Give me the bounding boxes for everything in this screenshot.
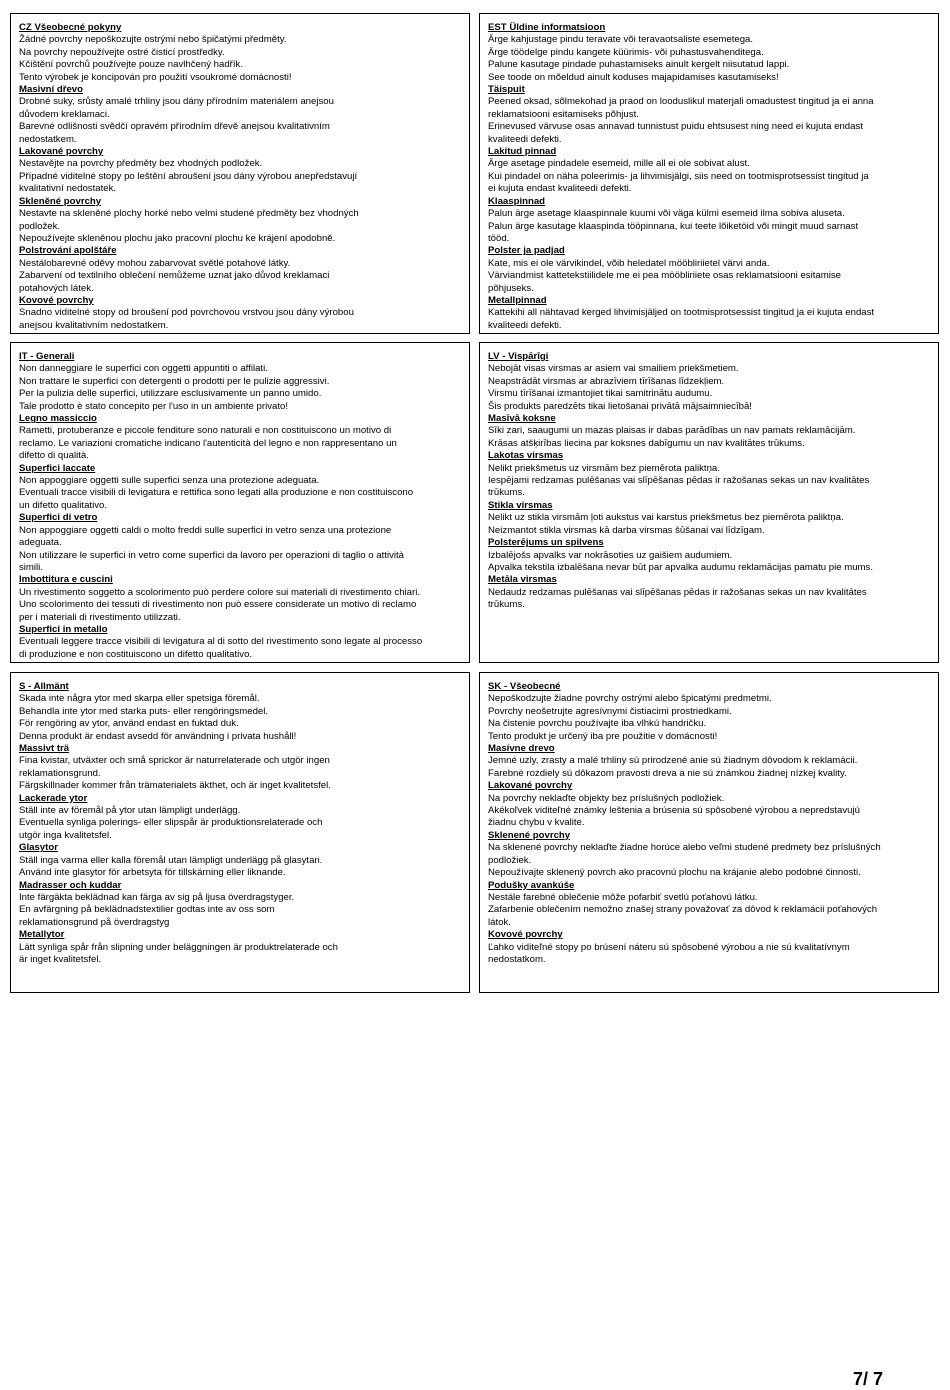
section-line: Använd inte glasytor för arbetsyta för tillskärning eller liknande. bbox=[19, 867, 286, 879]
section bbox=[488, 500, 930, 537]
section-line: Nepoužívejte skleněnou plochu jako pracovní plochu ke krájení apodobně. bbox=[19, 232, 336, 244]
intro-block bbox=[19, 34, 461, 84]
section bbox=[19, 624, 461, 661]
section-line: důvodem kreklamaci. bbox=[19, 108, 110, 120]
section-line: Apvalka tekstila izbalēšana nevar būt par apvalka audumu reklamācijas pamatu pie mums. bbox=[488, 561, 874, 573]
section-heading: Lakotas virsmas bbox=[488, 450, 564, 462]
section-line: Nelikt uz stikla virsmām ļoti aukstus vai karstus priekšmetus bez piemērota paliktņa. bbox=[488, 512, 844, 524]
section-line: Nestálobarevné oděvy mohou zabarvovat světlé potahové látky. bbox=[19, 257, 291, 269]
section bbox=[488, 450, 930, 500]
panel-est bbox=[479, 13, 939, 334]
section bbox=[19, 245, 461, 295]
panel-title: SK - Všeobecné bbox=[488, 681, 561, 692]
section bbox=[19, 743, 461, 793]
section bbox=[488, 84, 930, 146]
panel-title: LV - Vispārīgi bbox=[488, 351, 549, 362]
intro-line: Na povrchy nepoužívejte ostré čisticí prostředky. bbox=[19, 46, 225, 58]
panel-it bbox=[10, 342, 470, 663]
section bbox=[488, 929, 930, 966]
section-line: di produzione e non costituiscono un difetto qualitativo. bbox=[19, 648, 253, 660]
section-heading: Lakované povrchy bbox=[19, 146, 104, 158]
section-line: Izbalējošs apvalks var nokrāsoties uz gaišiem audumiem. bbox=[488, 549, 733, 561]
section-line: Nestále farebné oblečenie môže pofarbiť svetlú poťahovú látku. bbox=[488, 891, 758, 903]
section-line: Non appoggiare oggetti sulle superfici senza una protezione adeguata. bbox=[19, 475, 320, 487]
panel-title: EST Üldine informatsioon bbox=[488, 22, 606, 33]
intro-line: För rengöring av ytor, använd endast en fuktad duk. bbox=[19, 718, 239, 730]
section-line: Lätt synliga spår från slipning under beläggningen är produktrelaterade och bbox=[19, 941, 338, 953]
section-line: Nestavte na skleněné plochy horké nebo velmi studené předměty bez vhodných bbox=[19, 208, 359, 220]
section bbox=[19, 842, 461, 879]
section-line: kvalitativní nedostatek. bbox=[19, 183, 117, 195]
section-line: Kui pindadel on näha poleerimis- ja lihvimisjälgi, siis need on tootmisprotsessist tingitud ja bbox=[488, 170, 869, 182]
section-line: Snadno viditelné stopy od broušení pod povrchovou vrstvou jsou dány výrobou bbox=[19, 307, 354, 319]
section-heading: Metallpinnad bbox=[488, 294, 547, 306]
section-heading: Klaaspinnad bbox=[488, 195, 546, 207]
intro-line: Non danneggiare le superfici con oggetti appuntiti o affilati. bbox=[19, 363, 268, 375]
intro-line: Na čistenie povrchu používajte iba vlhkú handričku. bbox=[488, 718, 707, 730]
section-line: Palun ärge kasutage klaaspinda tööpinnana, kui teete lõiketöid või mingit muud sarnast bbox=[488, 220, 859, 232]
section-heading: Imbottitura e cuscini bbox=[19, 574, 113, 586]
section bbox=[488, 537, 930, 574]
page-number: 7/ 7 bbox=[853, 1369, 884, 1389]
intro-line: Denna produkt är endast avsedd för användning i privata hushåll! bbox=[19, 730, 297, 742]
section bbox=[19, 295, 461, 332]
section-heading: Metāla virsmas bbox=[488, 574, 557, 586]
intro-block bbox=[488, 34, 930, 84]
intro-line: Šis produkts paredzēts tikai lietošanai privātā mājsaimniecībā! bbox=[488, 400, 752, 412]
section-heading: Lakované povrchy bbox=[488, 780, 573, 792]
section bbox=[19, 84, 461, 146]
section-line: Ställ inga varma eller kalla föremål utan lämpligt underlägg på glasytan. bbox=[19, 854, 323, 866]
section-line: Ľahko viditeľné stopy po brúsení náteru sú spôsobené výrobou a nie sú kvalitatívnym bbox=[488, 941, 850, 953]
section-line: adeguata. bbox=[19, 537, 62, 549]
section-line: Jemné uzly, zrasty a malé trhliny sú prirodzené anie sú žiadnym dôvodom k reklamácii. bbox=[488, 755, 858, 767]
section-line: Nepoužívajte sklenený povrch ako pracovnú plochu na krájanie alebo podobné činnosti. bbox=[488, 867, 861, 879]
section bbox=[19, 929, 461, 966]
intro-line: Virsmu tīrīšanai izmantojiet tikai samitrinātu audumu. bbox=[488, 388, 713, 400]
section-heading: Metallytor bbox=[19, 929, 65, 941]
section bbox=[488, 245, 930, 295]
section-line: un difetto qualitativo. bbox=[19, 499, 108, 511]
section-line: Kate, mis ei ole värvikindel, võib heledatel mööbliriietel värvi anda. bbox=[488, 257, 770, 269]
section-line: simili. bbox=[19, 561, 43, 573]
section bbox=[488, 780, 930, 830]
section-heading: Masívne drevo bbox=[488, 743, 555, 755]
section-line: Eventuella synliga polerings- eller slipspår är produktionsrelaterade och bbox=[19, 817, 323, 829]
section-line: Krāsas atšķirības liecina par koksnes dabīgumu un nav kvalitātes trūkums. bbox=[488, 437, 805, 449]
section-heading: Podušky avankúše bbox=[488, 879, 575, 891]
section-line: põhjuseks. bbox=[488, 282, 534, 294]
section-heading: Lakitud pinnad bbox=[488, 146, 557, 158]
intro-line: Neapstrādāt virsmas ar abrazīviem tīrīšanas līdzekļiem. bbox=[488, 375, 725, 387]
section bbox=[19, 196, 461, 246]
intro-line: Tento produkt je určený iba pre použitie v domácnosti! bbox=[488, 730, 718, 742]
section-line: Farebné rozdiely sú dôkazom pravosti dreva a nie sú známkou žiadnej nízkej kvality. bbox=[488, 767, 847, 779]
section-line: Palun ärge asetage klaaspinnale kuumi või väga külmi esemeid ilma sobiva aluseta. bbox=[488, 208, 845, 220]
section bbox=[488, 880, 930, 930]
intro-block bbox=[488, 363, 930, 413]
section-line: ei kujuta endast kvaliteedi defekti. bbox=[488, 183, 632, 195]
section bbox=[488, 196, 930, 246]
section-heading: Polsterējums un spilvens bbox=[488, 537, 604, 549]
section-line: En avfärgning på beklädnadstextilier godtas inte av oss som bbox=[19, 904, 275, 916]
section-heading: Superfici di vetro bbox=[19, 512, 98, 524]
section-line: Eventuali leggere tracce visibili di levigatura al di sotto del rivestimento sono legate al processo bbox=[19, 636, 423, 648]
section-line: trūkums. bbox=[488, 487, 525, 499]
intro-block bbox=[19, 693, 461, 743]
section bbox=[19, 793, 461, 843]
section-line: Ställ inte av föremål på ytor utan lämpligt underlägg. bbox=[19, 805, 241, 817]
section-line: Peened oksad, sõlmekohad ja praod on looduslikul materjali omadustest tingitud ja ei anna bbox=[488, 96, 874, 108]
section-line: Barevné odlišnosti svědčí opravém přírodním dřevě anejsou kvalitativním bbox=[19, 121, 330, 133]
intro-line: Ärge töödelge pindu kangete küürimis- või puhastusvahenditega. bbox=[488, 46, 764, 58]
section-line: nedostatkem. bbox=[19, 133, 77, 145]
section-heading: Superfici laccate bbox=[19, 462, 96, 474]
section-line: Värviandmist kattetekstiilidele me ei pea mööbliriiete osas reklamatsiooni esitamise bbox=[488, 270, 841, 282]
intro-line: Kčištění povrchů používejte pouze navlhčený hadřík. bbox=[19, 59, 243, 71]
section-line: anejsou kvalitativním nedostatkem. bbox=[19, 319, 169, 331]
intro-line: See toode on mõeldud ainult koduses majapidamises kasutamiseks! bbox=[488, 71, 779, 83]
section-heading: Lackerade ytor bbox=[19, 792, 88, 804]
section-line: Sīki zari, saaugumi un mazas plaisas ir dabas parādības un nav pamats reklamācijām. bbox=[488, 425, 856, 437]
section-line: žiadnu chybu v kvalite. bbox=[488, 817, 585, 829]
section-line: tööd. bbox=[488, 232, 510, 244]
section-heading: Polstrování apolštáře bbox=[19, 245, 117, 257]
section-line: Zabarvení od textilního oblečení nemůžeme uznat jako důvod kreklamaci bbox=[19, 270, 330, 282]
section bbox=[488, 413, 930, 450]
intro-line: Non trattare le superfici con detergenti o prodotti per le pulizie aggressivi. bbox=[19, 375, 330, 387]
section bbox=[488, 574, 930, 611]
section-heading: Täispuit bbox=[488, 84, 525, 96]
panel-title: S - Allmänt bbox=[19, 681, 69, 692]
section-line: Nestavějte na povrchy předměty bez vhodných podložek. bbox=[19, 158, 263, 170]
intro-line: Palune kasutage pindade puhastamiseks ainult kergelt niisutatud lappi. bbox=[488, 59, 790, 71]
section-heading: Glasytor bbox=[19, 842, 58, 854]
section-line: Eventuali tracce visibili di levigatura e rettifica sono legati alla produzione e non costituiscono bbox=[19, 487, 414, 499]
section-line: Na sklenené povrchy neklaďte žiadne horúce alebo veľmi studené predmety bez príslušných bbox=[488, 842, 881, 854]
section-line: Zafarbenie oblečením nemožno znašej strany považovať za dôvod k reklamácii poťahových bbox=[488, 904, 878, 916]
section-line: Färgskillnader kommer från trämaterialets äkthet, och är inget kvalitetsfel. bbox=[19, 780, 331, 792]
section-heading: Masīvā koksne bbox=[488, 413, 556, 425]
section-line: utgör inga kvalitetsfel. bbox=[19, 829, 112, 841]
section-line: Non utilizzare le superfici in vetro come superfici da lavoro per operazioni di taglio o attività bbox=[19, 549, 405, 561]
section-line: Fina kvistar, utväxter och små sprickor är naturrelaterade och utgör ingen bbox=[19, 755, 330, 767]
section-line: Kattekihi all nähtavad kerged lihvimisjäljed on tootmisprotsessist tingitud ja ei kujuta endast bbox=[488, 307, 875, 319]
section-line: reklamationsgrund på överdragstyg bbox=[19, 916, 170, 928]
section-line: reklamationsgrund. bbox=[19, 767, 101, 779]
panel-title: IT - Generali bbox=[19, 351, 75, 362]
intro-line: Nepoškodzujte žiadne povrchy ostrými alebo špicatými predmetmi. bbox=[488, 693, 772, 705]
section-line: Ärge asetage pindadele esemeid, mille all ei ole sobivat alust. bbox=[488, 158, 750, 170]
section-line: Akékoľvek viditeľné známky leštenia a brúsenia sú spôsobené výrobou a nepredstavujú bbox=[488, 805, 860, 817]
section bbox=[488, 146, 930, 196]
panel-title: CZ Všeobecné pokyny bbox=[19, 22, 122, 33]
section-line: Un rivestimento soggetto a scolorimento può perdere colore sui materiali di rivestimento chiari. bbox=[19, 586, 420, 598]
section-line: difetto di qualità. bbox=[19, 450, 89, 462]
section-line: Inte färgäkta beklädnad kan färga av sig på ljusa överdragstyger. bbox=[19, 891, 295, 903]
section-heading: Sklenené povrchy bbox=[488, 829, 571, 841]
intro-line: Per la pulizia delle superfici, utilizzare esclusivamente un panno umido. bbox=[19, 388, 322, 400]
section bbox=[19, 146, 461, 196]
intro-line: Behandla inte ytor med starka puts- eller rengöringsmedel. bbox=[19, 705, 269, 717]
section-line: podložek. bbox=[19, 220, 61, 232]
panel-sk bbox=[479, 672, 939, 993]
section-heading: Stikla virsmas bbox=[488, 499, 553, 511]
section-line: reklamatsiooni esitamiseks põhjust. bbox=[488, 108, 639, 120]
intro-line: Tale prodotto è stato concepito per l'uso in un ambiente privato! bbox=[19, 400, 289, 412]
section-line: kvaliteedi defekti. bbox=[488, 319, 562, 331]
section-heading: Polster ja padjad bbox=[488, 245, 565, 257]
section bbox=[488, 830, 930, 880]
section-line: Na povrchy neklaďte objekty bez príslušných podložiek. bbox=[488, 792, 725, 804]
section-heading: Kovové povrchy bbox=[488, 929, 563, 941]
section-heading: Massivt trä bbox=[19, 743, 70, 755]
section-heading: Legno massiccio bbox=[19, 413, 97, 425]
intro-line: Povrchy neošetrujte agresívnymi čistiacimi prostriedkami. bbox=[488, 705, 732, 717]
section bbox=[19, 880, 461, 930]
section bbox=[19, 512, 461, 574]
section bbox=[19, 413, 461, 463]
section bbox=[488, 743, 930, 780]
section-line: reclamo. Le variazioni cromatiche indicano l'autenticità del legno e non rappresentano un bbox=[19, 437, 397, 449]
section bbox=[19, 574, 461, 624]
section-line: per i materiali di rivestimento utilizzati. bbox=[19, 611, 181, 623]
section-line: podložiek. bbox=[488, 854, 532, 866]
intro-line: Nebojāt visas virsmas ar asiem vai smailiem priekšmetiem. bbox=[488, 363, 739, 375]
panel-lv bbox=[479, 342, 939, 663]
intro-block bbox=[19, 363, 461, 413]
section-line: kvaliteedi defekti. bbox=[488, 133, 562, 145]
section-line: är inget kvalitetsfel. bbox=[19, 953, 102, 965]
section-heading: Superfici in metallo bbox=[19, 623, 108, 635]
intro-line: Ärge kahjustage pindu teravate või teravaotsaliste esemetega. bbox=[488, 34, 754, 46]
section-heading: Skleněné povrchy bbox=[19, 195, 102, 207]
section-line: Nelikt priekšmetus uz virsmām bez piemērota paliktņa. bbox=[488, 462, 720, 474]
section-heading: Madrasser och kuddar bbox=[19, 879, 122, 891]
intro-line: Skada inte några ytor med skarpa eller spetsiga föremål. bbox=[19, 693, 260, 705]
section bbox=[19, 463, 461, 513]
section-line: potahových látek. bbox=[19, 282, 94, 294]
intro-line: Žádné povrchy nepoškozujte ostrými nebo špičatými předměty. bbox=[19, 34, 287, 46]
section bbox=[488, 295, 930, 332]
section-line: Uno scolorimento dei tessuti di rivestimento non può essere considerate un motivo di reclamo bbox=[19, 599, 417, 611]
section-line: Případné viditelné stopy po leštění abroušení jsou dány výrobou anepředstavují bbox=[19, 170, 358, 182]
intro-line: Tento výrobek je koncipován pro použití vsoukromé domácnosti! bbox=[19, 71, 292, 83]
section-line: Nedaudz redzamas pulēšanas vai slīpēšanas pēdas ir ražošanas sekas un nav kvalitātes bbox=[488, 586, 867, 598]
panel-s bbox=[10, 672, 470, 993]
section-heading: Kovové povrchy bbox=[19, 294, 94, 306]
intro-block bbox=[488, 693, 930, 743]
section-line: Neizmantot stikla virsmas kā darba virsmas šūšanai vai līdzīgam. bbox=[488, 524, 765, 536]
section-line: trūkums. bbox=[488, 599, 525, 611]
section-line: nedostatkom. bbox=[488, 953, 546, 965]
section-line: Iespējami redzamas pulēšanas vai slīpēšanas pēdas ir ražošanas sekas un nav kvalitātes bbox=[488, 475, 870, 487]
panel-cz bbox=[10, 13, 470, 334]
section-line: Rametti, protuberanze e piccole fenditure sono naturali e non costituiscono un motivo di bbox=[19, 425, 392, 437]
section-heading: Masivní dřevo bbox=[19, 84, 83, 96]
section-line: látok. bbox=[488, 916, 511, 928]
section-line: Non appoggiare oggetti caldi o molto freddi sulle superfici in vetro senza una protezione bbox=[19, 524, 392, 536]
section-line: Erinevused värvuse osas annavad tunnistust puidu ehtsusest ning need ei kujuta endast bbox=[488, 121, 863, 133]
section-line: Drobné suky, srůsty amalé trhliny jsou dány přírodním materiálem anejsou bbox=[19, 96, 334, 108]
